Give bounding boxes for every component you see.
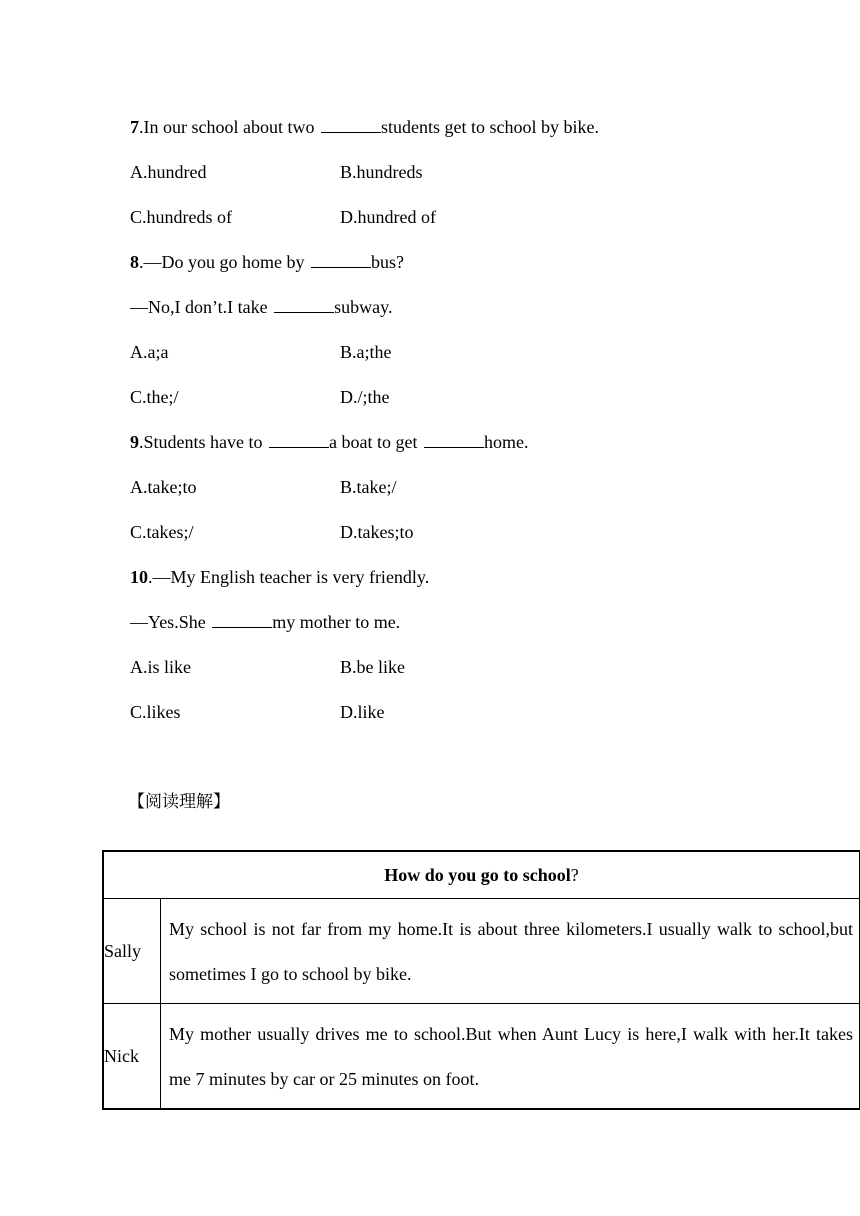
option-c: C.hundreds of [130,207,232,227]
question-8-stem [130,250,404,274]
reply-text: my mother to me. [272,612,401,632]
stem-text: .—My English teacher is very friendly. [148,567,430,587]
option-a: A.a;a [130,342,169,362]
section-heading: 【阅读理解】 [128,792,230,812]
option-d: D.hundred of [340,207,436,227]
question-number: 7 [130,117,139,137]
table-title [103,851,860,899]
option-b: B.hundreds [340,162,423,182]
stem-text: .—Do you go home by [139,252,309,272]
option-a: A.take;to [130,477,197,497]
option-d: D./;the [340,387,390,407]
stem-text: a boat to get [329,432,422,452]
reply-text: —No,I don’t.I take [130,297,273,317]
row-name: Nick [103,1004,161,1110]
option-b: B.be like [340,657,405,677]
answer-blank [321,117,381,133]
answer-blank [424,432,484,448]
reply-text: —Yes.She [130,612,211,632]
question-number: 8 [130,252,139,272]
question-number: 10 [130,567,148,587]
question-9-stem [130,430,528,454]
answer-blank [212,612,272,628]
question-10-stem [130,565,429,589]
row-name: Sally [103,899,161,1004]
option-d: D.like [340,702,385,722]
stem-text: .In our school about two [139,117,319,137]
reading-table [102,850,860,1110]
answer-blank [274,297,334,313]
row-text: My school is not far from my home.It is about three kilometers.I usually walk to school,but sometimes I go to school by bike. [161,899,860,1004]
option-b: B.a;the [340,342,392,362]
stem-text: students get to school by bike. [380,117,599,137]
stem-text: bus? [371,252,404,272]
table-header-row [103,851,860,899]
reply-text: subway. [334,297,393,317]
option-a: A.is like [130,657,191,677]
table-row [103,1004,860,1110]
table-row [103,899,860,1004]
option-c: C.likes [130,702,181,722]
table-title-mark: ? [570,864,579,885]
row-text: My mother usually drives me to school.But when Aunt Lucy is here,I walk with her.It takes me 7 minutes by car or 25 minutes on foot. [161,1004,860,1110]
answer-blank [269,432,329,448]
option-d: D.takes;to [340,522,414,542]
stem-text: home. [483,432,529,452]
option-c: C.the;/ [130,387,179,407]
question-10-reply [130,610,400,634]
stem-text: .Students have to [139,432,267,452]
option-a: A.hundred [130,162,207,182]
table-title-text: How do you go to school [384,864,571,885]
question-7-stem [130,115,599,139]
answer-blank [311,252,371,268]
option-b: B.take;/ [340,477,397,497]
question-number: 9 [130,432,139,452]
option-c: C.takes;/ [130,522,194,542]
question-8-reply [130,295,392,319]
